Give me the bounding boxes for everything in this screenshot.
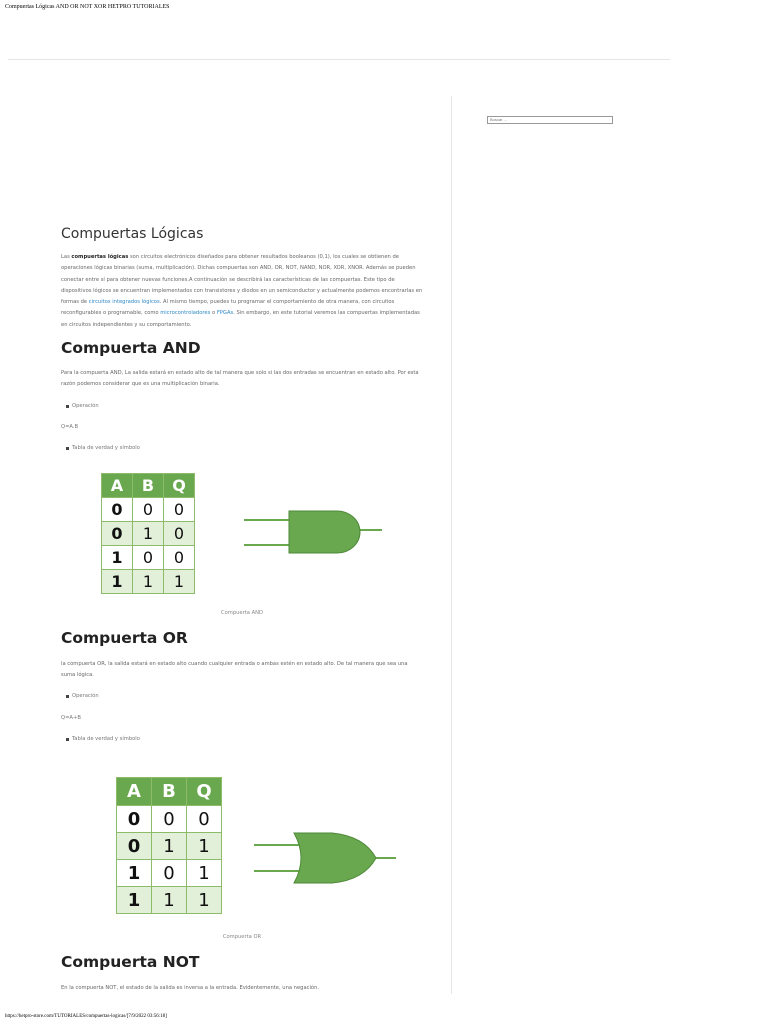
cell-q: 1 (187, 833, 222, 860)
sidebar-divider (451, 96, 452, 994)
or-gate-symbol (250, 830, 400, 890)
table-header-q: Q (187, 778, 222, 806)
or-caption: Compuerta OR (222, 934, 262, 940)
cell-a: 1 (102, 546, 133, 570)
and-formula: Q=A.B (61, 424, 79, 430)
link-microcontroladores[interactable]: microcontroladores (160, 310, 211, 317)
cell-b: 0 (133, 546, 164, 570)
top-divider (8, 59, 670, 60)
table-row (102, 498, 195, 522)
table-row (102, 570, 195, 594)
cell-a: 0 (117, 833, 152, 860)
intro-bold-term: compuertas lógicas (71, 254, 129, 260)
cell-b: 1 (152, 887, 187, 914)
or-bullet-operation: Operación (66, 692, 99, 700)
or-formula: Q=A+B (61, 715, 81, 721)
intro-text: Las (61, 254, 72, 260)
intro-text: . Al mismo tiempo, puedes tu programar el comportamiento de otra manera, con circuitos reconfigurables o programable, como (61, 299, 395, 317)
not-description: En la compuerta NOT, el estado de la salida es inversa a la entrada. Evidentemente, una negación. (61, 985, 320, 991)
heading-and: Compuerta AND (61, 339, 201, 357)
heading-not: Compuerta NOT (61, 953, 200, 971)
table-header-b: B (152, 778, 187, 806)
cell-q: 0 (164, 498, 195, 522)
article-content (61, 226, 423, 331)
intro-text: . Sin embargo, en este tutorial veremos las compuertas implementadas en circuitos independientes y su comportamiento. (61, 310, 420, 328)
and-truth-table (101, 473, 195, 594)
cell-a: 1 (102, 570, 133, 594)
and-bullet-table: Tabla de verdad y símbolo (66, 444, 140, 452)
cell-a: 1 (117, 860, 152, 887)
and-gate-body (289, 511, 360, 553)
table-header-a: A (102, 474, 133, 498)
cell-a: 0 (117, 806, 152, 833)
cell-q: 0 (164, 546, 195, 570)
link-circuitos-integrados[interactable]: circuitos integrados lógicos (88, 299, 160, 306)
cell-a: 0 (102, 522, 133, 546)
and-gate-symbol (240, 505, 390, 560)
table-row (117, 887, 222, 914)
link-fpgas[interactable]: FPGAs (216, 310, 234, 317)
cell-q: 1 (187, 860, 222, 887)
cell-b: 1 (133, 522, 164, 546)
cell-b: 0 (133, 498, 164, 522)
cell-b: 0 (152, 860, 187, 887)
table-header-b: B (133, 474, 164, 498)
cell-a: 0 (102, 498, 133, 522)
cell-q: 1 (187, 887, 222, 914)
cell-b: 1 (133, 570, 164, 594)
or-description: la compuerta OR, la salida estará en estado alto cuando cualquier entrada o ambas estén en estado alto. De tal manera que sea una suma lógica. (61, 661, 408, 679)
cell-q: 1 (164, 570, 195, 594)
and-caption: Compuerta AND (220, 610, 264, 616)
intro-paragraph (61, 252, 423, 331)
or-bullet-table: Tabla de verdad y símbolo (66, 735, 140, 743)
page-title: Compuertas Lógicas (61, 226, 204, 242)
search-input[interactable] (487, 116, 613, 124)
cell-b: 1 (152, 833, 187, 860)
cell-q: 0 (164, 522, 195, 546)
table-header-q: Q (164, 474, 195, 498)
intro-text: o (210, 310, 217, 317)
table-row (117, 833, 222, 860)
and-description: Para la compuerta AND, La salida estará en estado alto de tal manera que solo si las dos entradas se encuentran en estado alto. Por esta razón podemos considerar que es una multiplicación binaria. (61, 370, 419, 388)
cell-a: 1 (117, 887, 152, 914)
table-row (117, 806, 222, 833)
table-header-a: A (117, 778, 152, 806)
cell-q: 0 (187, 806, 222, 833)
or-gate-body (294, 833, 376, 883)
intro-text: son circuitos electrónicos diseñados para obtener resultados booleanos (0,1), los cuales se obtienen de operaciones lógicas binarias (suma, multiplicación). Dichas compuertas son AND, OR, NOT, NAND, NOR, XOR, XNOR. Además se pueden conectar entre sí para obtener nuevas funciones.A continuación se describirá las características de las compuertas. Este tipo de dispositivos lógicos se encuentran implementados con transistores y diodos en un semiconductor y actualmente podemos encontrarlas en formas de (61, 254, 423, 306)
and-bullet-operation: Operación (66, 402, 99, 410)
table-row (102, 522, 195, 546)
heading-or: Compuerta OR (61, 629, 188, 647)
table-row (117, 860, 222, 887)
cell-b: 0 (152, 806, 187, 833)
print-footer: https://hetpro-store.com/TUTORIALES/compuertas-logicas/[7/9/2022 03:56:18] (5, 1014, 167, 1019)
table-row (102, 546, 195, 570)
or-truth-table (116, 777, 222, 914)
print-header: Compuertas Lógicas AND OR NOT XOR HETPRO TUTORIALES (5, 4, 170, 10)
